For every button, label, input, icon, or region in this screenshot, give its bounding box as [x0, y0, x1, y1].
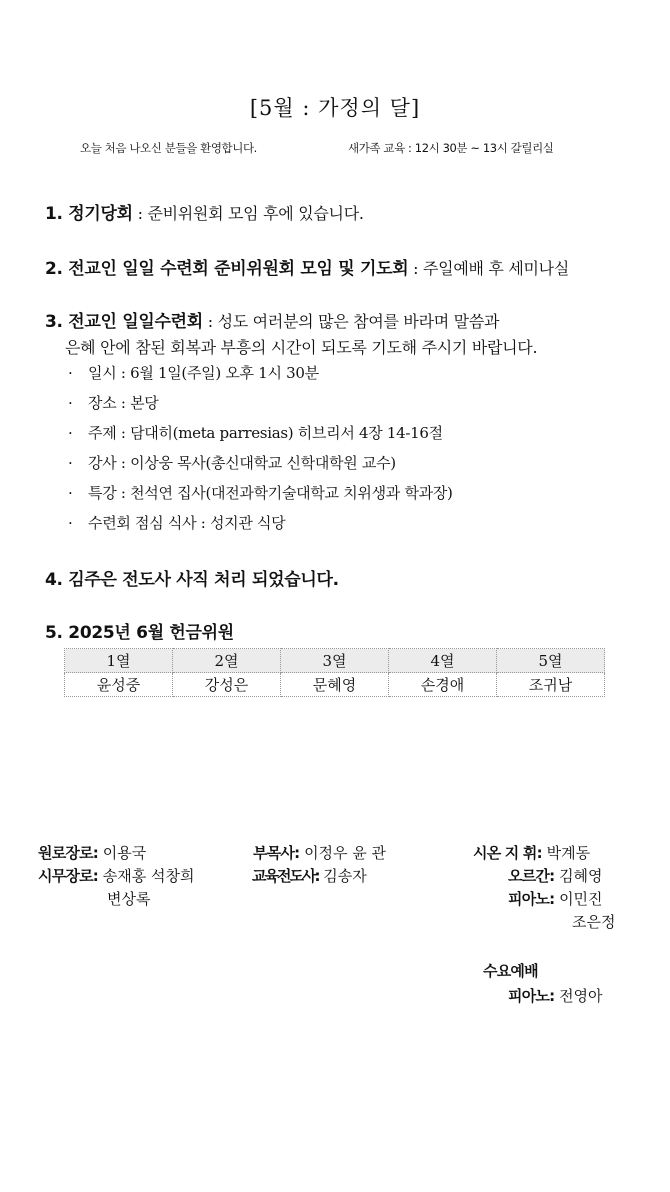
- new-family-education: 새가족 교육 : 12시 30분 ~ 13시 갈릴리실: [348, 141, 554, 155]
- pianist-row: [508, 888, 603, 909]
- detail-text: 수련회 점심 식사 : 성지관 식당: [88, 514, 286, 532]
- choir-conductor-label: 시온 지 휘:: [473, 844, 542, 862]
- detail-text: 장소 : 본당: [88, 394, 159, 412]
- bullet-dot: ·: [68, 394, 73, 412]
- table-header-cell: 2열: [173, 649, 281, 673]
- table-header-cell: 5열: [497, 649, 605, 673]
- table-header-cell: 3열: [281, 649, 389, 673]
- announcement-1-text: : 준비위원회 모임 후에 있습니다.: [132, 204, 364, 223]
- announcement-1: [45, 199, 364, 224]
- choir-conductor-value: 박계동: [546, 844, 591, 862]
- elder-row: [38, 842, 146, 863]
- announcement-1-heading: 1. 정기당회: [45, 204, 133, 224]
- detail-text: 일시 : 6월 1일(주일) 오후 1시 30분: [88, 364, 319, 382]
- associate-pastor-row: [253, 842, 386, 863]
- table-header-row: [65, 649, 605, 673]
- table-cell: 강성은: [173, 673, 281, 697]
- elder-label: 원로장로:: [38, 844, 98, 862]
- table-header-cell: 4열: [389, 649, 497, 673]
- bullet-dot: ·: [68, 514, 73, 532]
- wednesday-service-title: 수요예배: [483, 962, 538, 980]
- announcement-5-heading: 5. 2025년 6월 헌금위원: [45, 623, 234, 643]
- announcement-4-heading: 4. 김주은 전도사 사직 처리 되었습니다.: [45, 570, 339, 590]
- retreat-detail-date: [68, 362, 319, 383]
- pianist-value-2: 조은정: [572, 913, 616, 931]
- retreat-detail-lunch: [68, 512, 285, 533]
- bullet-dot: ·: [68, 454, 73, 472]
- table-cell: 손경애: [389, 673, 497, 697]
- office-elder-label: 시무장로:: [38, 867, 98, 885]
- table-cell: 조귀남: [497, 673, 605, 697]
- retreat-detail-speaker: [68, 452, 396, 473]
- education-evangelist-value: 김송자: [323, 867, 367, 885]
- announcement-3-text: : 성도 여러분의 많은 참여를 바라며 말씀과: [202, 312, 500, 331]
- retreat-detail-special-lecture: [68, 482, 453, 503]
- education-evangelist-label: 교육전도사:: [252, 867, 319, 885]
- education-evangelist-row: [252, 865, 367, 886]
- announcement-3-text-line2: 은혜 안에 참된 회복과 부흥의 시간이 되도록 기도해 주시기 바랍니다.: [65, 338, 538, 357]
- organist-label: 오르간:: [508, 867, 555, 885]
- wednesday-pianist-value: 전영아: [559, 987, 603, 1005]
- table-cell: 문혜영: [281, 673, 389, 697]
- detail-text: 주제 : 담대히(meta parresias) 히브리서 4장 14-16절: [88, 424, 443, 442]
- detail-text: 특강 : 천석연 집사(대전과학기술대학교 치위생과 학과장): [88, 484, 453, 502]
- welcome-text: 오늘 처음 나오신 분들을 환영합니다.: [80, 141, 257, 155]
- organist-value: 김혜영: [559, 867, 603, 885]
- bullet-dot: ·: [68, 484, 73, 502]
- elder-value: 이용국: [102, 844, 147, 862]
- retreat-detail-theme: [68, 422, 443, 443]
- announcement-3: [45, 307, 499, 332]
- associate-pastor-value: 이정우 윤 관: [304, 844, 387, 862]
- wednesday-pianist-label: 피아노:: [508, 987, 555, 1005]
- retreat-detail-place: [68, 392, 158, 413]
- announcement-4: [45, 565, 339, 590]
- announcement-3-heading: 3. 전교인 일일수련회: [45, 312, 203, 332]
- table-row: [65, 673, 605, 697]
- offering-committee-table: [64, 648, 605, 697]
- associate-pastor-label: 부목사:: [253, 844, 300, 862]
- zion-choir-conductor-row: [473, 842, 590, 863]
- office-elder-value-2: 변상록: [107, 890, 151, 908]
- wednesday-pianist-row: [508, 985, 603, 1006]
- announcement-2-heading: 2. 전교인 일일 수련회 준비위원회 모임 및 기도회: [45, 259, 409, 279]
- office-elder-row: [38, 865, 194, 886]
- bullet-dot: ·: [68, 364, 73, 382]
- table-header-cell: 1열: [65, 649, 173, 673]
- table-cell: 윤성중: [65, 673, 173, 697]
- announcement-2-text: : 주일예배 후 세미나실: [408, 259, 569, 278]
- pianist-label: 피아노:: [508, 890, 555, 908]
- pianist-value: 이민진: [559, 890, 603, 908]
- announcement-2: [45, 254, 569, 279]
- announcement-5: [45, 618, 234, 643]
- detail-text: 강사 : 이상웅 목사(총신대학교 신학대학원 교수): [88, 454, 396, 472]
- page-title: [5월 : 가정의 달]: [249, 96, 421, 120]
- office-elder-value: 송재홍 석창희: [102, 867, 195, 885]
- bullet-dot: ·: [68, 424, 73, 442]
- organist-row: [508, 865, 603, 886]
